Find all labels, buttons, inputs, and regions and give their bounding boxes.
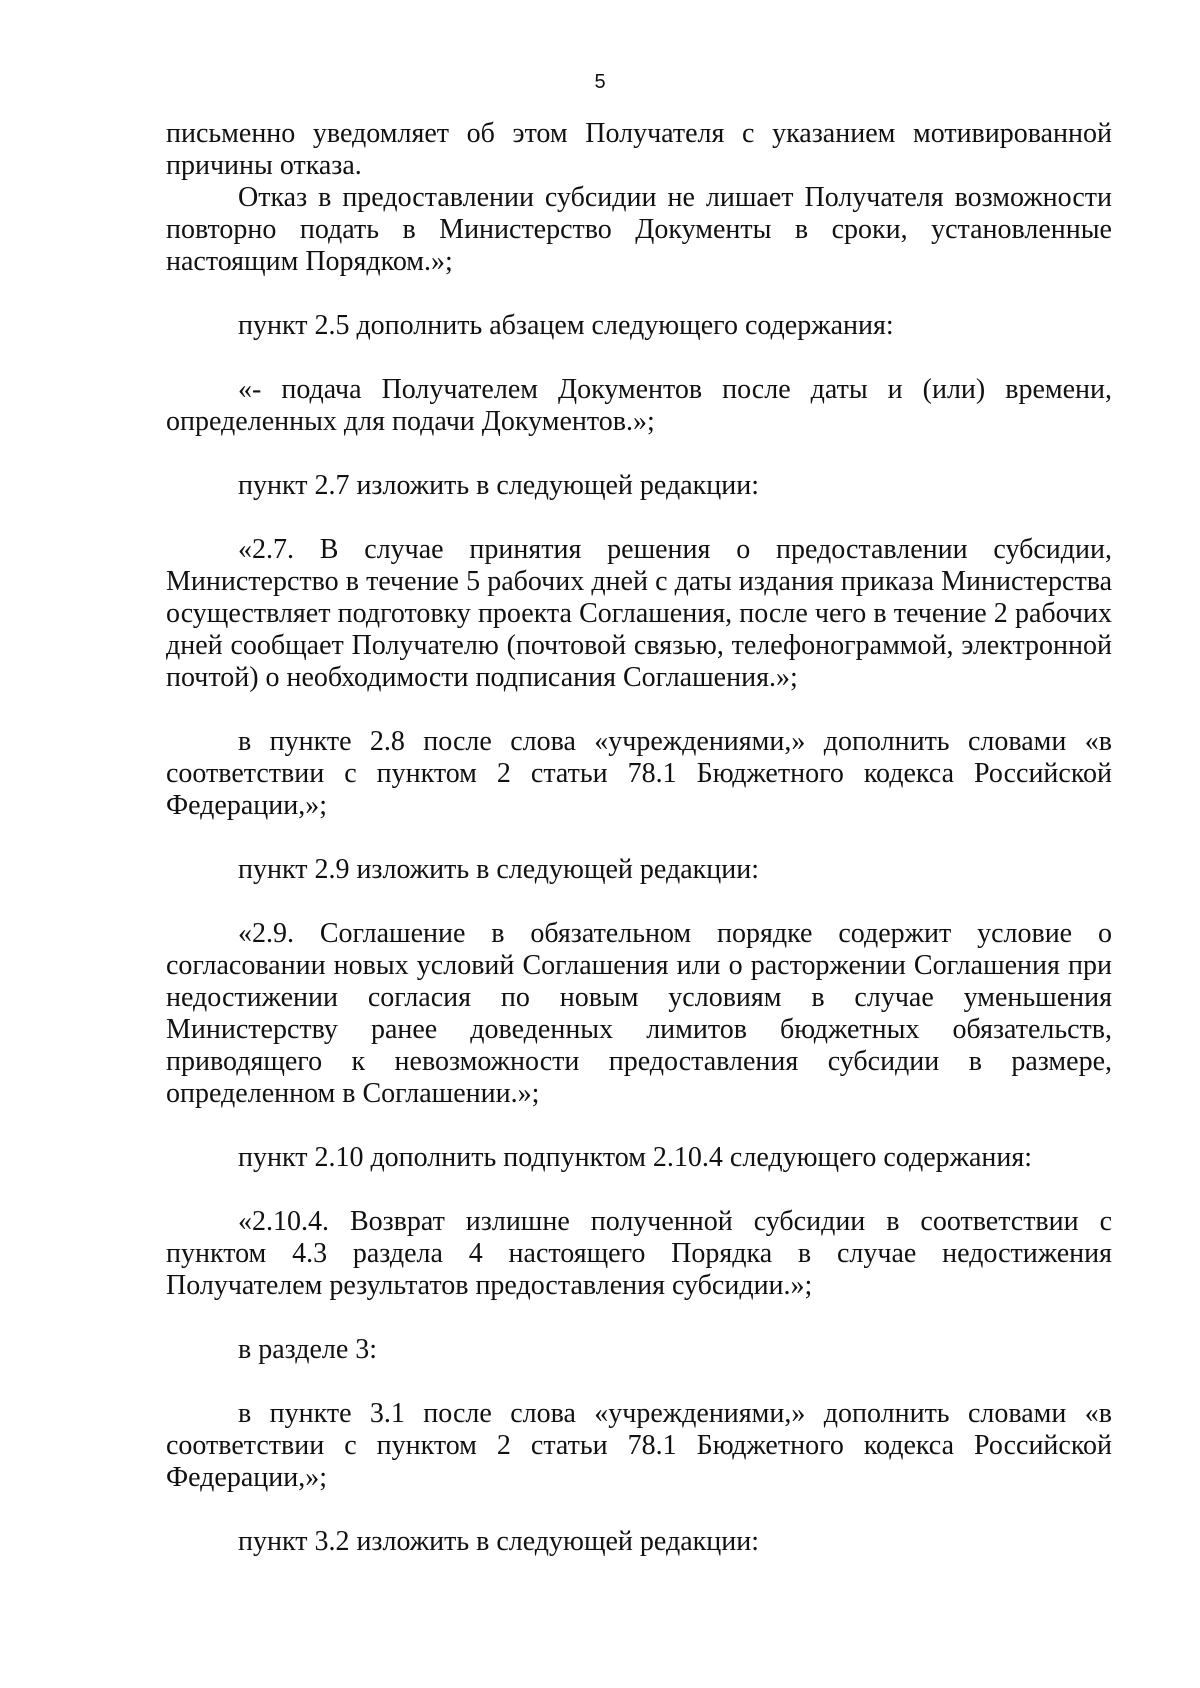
paragraph-point-2-7-text: «2.7. В случае принятия решения о предоставлении субсидии, Министерство в течение 5 рабочих дней с даты издания приказа Министерства осуществляет подготовку проекта Соглашения, после чего в течение 2 рабочих дней сообщает Получателю (почтовой связью, телефонограммой, электронной почтой) о необходимости подписания Соглашения.»; <box>166 534 1112 693</box>
paragraph-point-2-8: в пункте 2.8 после слова «учреждениями,» дополнить словами «в соответствии с пунктом 2 статьи 78.1 Бюджетного кодекса Российской Федерации,»; <box>166 726 1112 821</box>
page-number: 5 <box>594 71 606 93</box>
paragraph-point-3-1: в пункте 3.1 после слова «учреждениями,» дополнить словами «в соответствии с пунктом 2 статьи 78.1 Бюджетного кодекса Российской Федерации,»; <box>166 1398 1112 1493</box>
paragraph-point-2-5-text: «- подача Получателем Документов после даты и (или) времени, определенных для подачи Документов.»; <box>166 374 1112 437</box>
paragraph-point-2-9-heading: пункт 2.9 изложить в следующей редакции: <box>238 854 759 885</box>
paragraph-refusal: Отказ в предоставлении субсидии не лишает Получателя возможности повторно подать в Министерство Документы в сроки, установленные настоящим Порядком.»; <box>166 182 1112 277</box>
paragraph-point-3-2-heading: пункт 3.2 изложить в следующей редакции: <box>238 1526 759 1557</box>
paragraph-section-3-heading: в разделе 3: <box>238 1334 378 1365</box>
paragraph-point-2-10-heading: пункт 2.10 дополнить подпунктом 2.10.4 следующего содержания: <box>238 1142 1033 1173</box>
paragraph-point-2-7-heading: пункт 2.7 изложить в следующей редакции: <box>238 470 759 501</box>
paragraph-point-2-5-heading: пункт 2.5 дополнить абзацем следующего содержания: <box>238 310 894 341</box>
document-body <box>166 118 1112 1558</box>
paragraph-point-2-9-text: «2.9. Соглашение в обязательном порядке содержит условие о согласовании новых условий Соглашения или о расторжении Соглашения при недостижении согласия по новым условиям в случае уменьшения Министерству ранее доведенных лимитов бюджетных обязательств, приводящего к невозможности предоставления субсидии в размере, определенном в Соглашении.»; <box>166 918 1112 1109</box>
paragraph-point-2-10-4-text: «2.10.4. Возврат излишне полученной субсидии в соответствии с пунктом 4.3 раздела 4 настоящего Порядка в случае недостижения Получателем результатов предоставления субсидии.»; <box>166 1206 1112 1301</box>
paragraph-continuation: письменно уведомляет об этом Получателя с указанием мотивированной причины отказа. <box>166 118 1112 181</box>
